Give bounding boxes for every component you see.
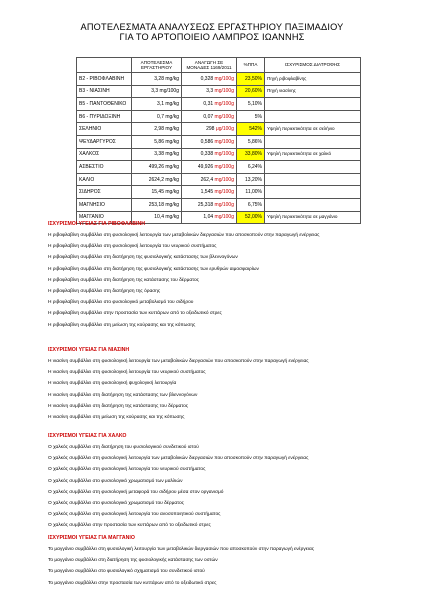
converted-unit: mg/100g	[214, 138, 234, 145]
converted-value	[182, 135, 237, 148]
section-title: ΙΣΧΥΡΙΣΜΟΙ ΥΓΕΙΑΣ ΓΙΑ ΧΑΛΚΟ	[48, 433, 127, 439]
converted-number: 262,4	[200, 176, 214, 183]
nutrition-claim: Πηγή ριβοφλαβίνης	[265, 73, 361, 86]
health-claim-line: Η νιασίνη συμβάλλει στη διατήρηση της κατάστασης των βλεννογόνων	[48, 392, 198, 398]
nutrition-claim	[265, 198, 361, 211]
health-claim-line: Το μαγγάνιο συμβάλλει στην προστασία των κυττάρων από το οξειδωτικό στρες	[48, 580, 217, 586]
percent-rda: 52,00%	[237, 211, 265, 224]
lab-result: 3,28 mg/kg	[132, 73, 182, 86]
lab-result: 10,4 mg/kg	[132, 211, 182, 224]
section-title: ΙΣΧΥΡΙΣΜΟΙ ΥΓΕΙΑΣ ΓΙΑ ΝΙΑΣΙΝΗ	[48, 347, 130, 353]
converted-number: 1,04	[203, 214, 214, 221]
percent-rda: 5%	[237, 110, 265, 123]
nutrition-claim	[265, 186, 361, 199]
table-row	[77, 123, 361, 136]
lab-result: 2624,2 mg/kg	[132, 173, 182, 186]
percent-rda: 20,60%	[237, 85, 265, 98]
table-row	[77, 135, 361, 148]
health-claim-line: Η ριβοφλαβίνη συμβάλλει στη φυσιολογική λειτουργία του νευρικού συστήματος	[48, 244, 217, 250]
converted-value	[182, 123, 237, 136]
converted-value	[182, 73, 237, 86]
nutrition-claim	[265, 110, 361, 123]
converted-value	[182, 148, 237, 161]
health-claim-line: Η ριβοφλαβίνη συμβάλλει στη διατήρηση της όρασης	[48, 289, 161, 294]
table-row	[77, 161, 361, 174]
converted-unit: mg/100g	[214, 163, 234, 170]
converted-unit: mg/100g	[214, 201, 234, 208]
document-title-line1: ΑΠΟΤΕΛΕΣΜΑΤΑ ΑΝΑΛΥΣΕΩΣ ΕΡΓΑΣΤΗΡΙΟΥ ΠΑΞΙΜΑΔΙΟΥ	[80, 22, 344, 32]
nutrient-name: Β3 - ΝΙΑΣΙΝΗ	[77, 85, 132, 98]
health-claim-line: Ο χαλκός συμβάλλει στο φυσιολογικό χρωματισμό του δέρματος	[48, 501, 184, 506]
lab-result: 499,26 mg/kg	[132, 161, 182, 174]
health-claim-line: Η ριβοφλαβίνη συμβάλλει στη διατήρηση της κατάστασης του δέρματος	[48, 277, 199, 283]
nutrition-claim: Πηγή νιασίνης	[265, 85, 361, 98]
nutrient-name: ΜΑΓΓΑΝΙΟ	[77, 211, 132, 224]
lab-result: 3,1 mg/kg	[132, 98, 182, 111]
table-header-row	[77, 58, 361, 73]
nutrient-name: ΣΕΛΗΝΙΟ	[77, 123, 132, 136]
health-claim-line: Η ριβοφλαβίνη συμβάλλει στο φυσιολογικό μεταβολισμό του σιδήρου	[48, 300, 194, 306]
header-cell: ΙΣΧΥΡΙΣΜΟΣ ΔΙΑΤΡΟΦΗΣ	[265, 58, 361, 73]
percent-rda: 13,20%	[237, 173, 265, 186]
converted-value	[182, 211, 237, 224]
lab-result: 2,98 mg/kg	[132, 123, 182, 136]
converted-unit: mg/100g	[214, 151, 234, 158]
health-claim-line: Η ριβοφλαβίνη συμβάλλει στη μείωση της κούρασης και της κόπωσης	[48, 322, 196, 328]
percent-rda: 5,10%	[237, 98, 265, 111]
health-claim-line: Το μαγγάνιο συμβάλλει στη φυσιολογική λειτουργία των μεταβολικών διεργασιών που αποσκοπούν στην παραγωγή ενέργειας	[48, 547, 315, 552]
health-claim-line: Η ριβοφλαβίνη συμβάλλει στην προστασία των κυττάρων από το οξειδωτικό στρες	[48, 311, 222, 317]
nutrition-claim	[265, 98, 361, 111]
nutrient-name: ΜΑΓΝΗΣΙΟ	[77, 198, 132, 211]
health-claim-line: Η νιασίνη συμβάλλει στη φυσιολογική λειτουργία του νευρικού συστήματος	[48, 370, 206, 376]
header-cell: ΑΠΟΤΕΛΕΣΜΑ ΕΡΓΑΣΤΗΡΙΟΥ	[132, 58, 182, 73]
health-claim-line: Ο χαλκός συμβάλλει στη φυσιολογική λειτουργία του ανοσοποιητικού συστήματος	[48, 512, 221, 518]
converted-number: 0,328	[200, 75, 214, 82]
health-claim-line: Το μαγγάνιο συμβάλλει στο φυσιολογικό σχηματισμό του συνδετικού ιστού	[48, 569, 205, 575]
lab-result: 253,18 mg/kg	[132, 198, 182, 211]
health-claim-line: Ο χαλκός συμβάλλει στη διατήρηση του φυσιολογικού συνδετικού ιστού	[48, 445, 199, 450]
converted-value	[182, 110, 237, 123]
converted-number: 298	[206, 126, 215, 133]
health-claim-line: Η νιασίνη συμβάλλει στη μείωση της κούρασης και της κόπωσης	[48, 415, 185, 420]
converted-unit: mg/100g	[214, 88, 234, 95]
converted-value	[182, 161, 237, 174]
converted-unit: mg/100g	[214, 214, 234, 221]
percent-rda: 6,24%	[237, 161, 265, 174]
table-row	[77, 173, 361, 186]
converted-value	[182, 98, 237, 111]
health-claim-line: Η ριβοφλαβίνη συμβάλλει στη φυσιολογική λειτουργία των μεταβολικών διεργασιών που αποσκοπούν στην παραγωγή ενέργειας	[48, 233, 320, 238]
health-claim-line: Η νιασίνη συμβάλλει στη φυσιολογική λειτουργία των μεταβολικών διεργασιών που αποσκοπούν στην παραγωγή ενέργειας	[48, 359, 309, 364]
converted-number: 0,07	[203, 113, 214, 120]
converted-value	[182, 173, 237, 186]
nutrient-name: ΨΕΥΔΑΡΓΥΡΟΣ	[77, 135, 132, 148]
health-claim-line: Ο χαλκός συμβάλλει στη φυσιολογική μεταφορά του σιδήρου μέσα στον οργανισμό	[48, 489, 224, 495]
nutrition-claim	[265, 135, 361, 148]
converted-unit: mg/100g	[214, 75, 234, 82]
document-title-line2: ΓΙΑ ΤΟ ΑΡΤΟΠΟΙΕΙΟ ΛΑΜΠΡΟΣ ΙΩΑΝΝΗΣ	[119, 32, 305, 42]
converted-number: 1,545	[200, 189, 214, 196]
converted-value	[182, 198, 237, 211]
nutrient-name: ΚΑΛΙΟ	[77, 173, 132, 186]
health-claim-line: Η ριβοφλαβίνη συμβάλλει στη διατήρηση της φυσιολογικής κατάστασης των βλεννογόνων	[48, 255, 238, 261]
lab-result: 3,38 mg/kg	[132, 148, 182, 161]
converted-unit: mg/100g	[214, 113, 234, 120]
nutrient-name: ΣΙΔΗΡΟΣ	[77, 186, 132, 199]
nutrient-name: Β5 - ΠΑΝΤΟΘΕΝΙΚΟ	[77, 98, 132, 111]
table-row	[77, 98, 361, 111]
lab-result: 0,7 mg/kg	[132, 110, 182, 123]
health-claim-line: Η νιασίνη συμβάλλει στη διατήρηση της κατάστασης του δέρματος	[48, 403, 189, 409]
table-row	[77, 148, 361, 161]
health-claim-line: Η ριβοφλαβίνη συμβάλλει στη διατήρηση της φυσιολογικής κατάστασης των ερυθρών αιμοσφαιρίων	[48, 266, 259, 272]
table-row	[77, 85, 361, 98]
health-claim-line: Το μαγγάνιο συμβάλλει στη διατήρηση της φυσιολογικής κατάστασης των οστών	[48, 558, 218, 564]
header-cell	[77, 58, 132, 73]
converted-unit: μg/100g	[215, 126, 234, 133]
percent-rda: 11,00%	[237, 186, 265, 199]
health-claim-line: Ο χαλκός συμβάλλει στην προστασία των κυττάρων από το οξειδωτικό στρες	[48, 523, 211, 529]
converted-number: 0,31	[203, 100, 214, 107]
converted-value	[182, 85, 237, 98]
converted-unit: mg/100g	[214, 189, 234, 196]
converted-number: 49,926	[197, 163, 214, 170]
nutrient-name: Β6 - ΠΥΡΙΔΟΞΙΝΗ	[77, 110, 132, 123]
section-title: ΙΣΧΥΡΙΣΜΟΙ ΥΓΕΙΑΣ ΓΙΑ ΡΙΒΟΦΛΑΒΙΝΗ	[48, 221, 145, 227]
table-row	[77, 110, 361, 123]
nutrient-name: ΧΑΛΚΟΣ	[77, 148, 132, 161]
percent-rda: 542%	[237, 123, 265, 136]
table-row	[77, 73, 361, 86]
header-cell: %ΠΠΑ	[237, 58, 265, 73]
table-row	[77, 198, 361, 211]
lab-result: 5,86 mg/kg	[132, 135, 182, 148]
converted-number: 0,338	[200, 151, 214, 158]
health-claim-line: Η νιασίνη συμβάλλει στη φυσιολογική ψυχολογική λειτουργία	[48, 381, 177, 387]
health-claim-line: Ο χαλκός συμβάλλει στο φυσιολογικό χρωματισμό των μαλλιών	[48, 478, 183, 484]
nutrition-claim: Υψηλή περιεκτικότητα σε μαγγάνιο	[265, 211, 361, 224]
header-cell: ΑΝΑΓΩΓΗ ΣΕ ΜΟΝΑΔΕΣ 1169/2011	[182, 58, 237, 73]
percent-rda: 33,80%	[237, 148, 265, 161]
nutrient-name: ΑΣΒΕΣΤΙΟ	[77, 161, 132, 174]
converted-value	[182, 186, 237, 199]
analysis-results-table	[76, 57, 361, 224]
nutrition-claim	[265, 173, 361, 186]
converted-unit: mg/100g	[214, 176, 234, 183]
converted-number: 3,3	[206, 88, 214, 95]
converted-number: 25,318	[197, 201, 214, 208]
table-row	[77, 186, 361, 199]
lab-result: 3,3 mg/100g	[132, 85, 182, 98]
health-claim-line: Ο χαλκός συμβάλλει στη φυσιολογική λειτουργία των μεταβολικών διεργασιών που αποσκοπούν στην παραγωγή ενέργειας	[48, 456, 309, 462]
health-claim-line: Ο χαλκός συμβάλλει στη φυσιολογική λειτουργία του νευρικού συστήματος	[48, 467, 206, 473]
percent-rda: 23,50%	[237, 73, 265, 86]
nutrition-claim	[265, 161, 361, 174]
nutrient-name: Β2 - ΡΙΒΟΦΛΑΒΙΝΗ	[77, 73, 132, 86]
nutrition-claim: Υψηλή περιεκτικότητα σε χαλκό	[265, 148, 361, 161]
section-title: ΙΣΧΥΡΙΣΜΟΙ ΥΓΕΙΑΣ ΓΙΑ ΜΑΓΓΑΝΙΟ	[48, 535, 135, 541]
converted-unit: mg/100g	[214, 100, 234, 107]
lab-result: 15,45 mg/kg	[132, 186, 182, 199]
percent-rda: 6,75%	[237, 198, 265, 211]
nutrition-claim: Υψηλή περιεκτικότητα σε σελήνιο	[265, 123, 361, 136]
converted-number: 0,586	[200, 138, 214, 145]
percent-rda: 5,86%	[237, 135, 265, 148]
